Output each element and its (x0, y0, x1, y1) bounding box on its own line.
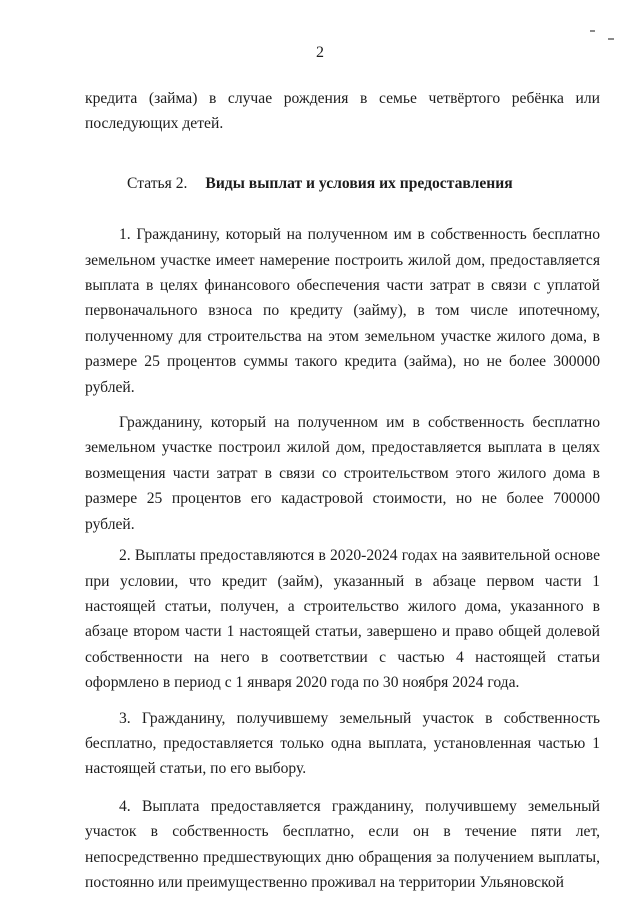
paragraph-5: 4. Выплата предоставляется гражданину, получившему земельный участок в собственность бесплатно, если он в течение пяти лет, непосредственно предшествующих дню обращения за получением выплаты, постоянно или преимущественно проживал на территории Ульяновской (85, 797, 600, 891)
document-body (85, 86, 600, 899)
scan-mark (590, 30, 595, 32)
article-title: Виды выплат и условия их предоставления (205, 174, 513, 192)
article-number: Статья 2. (127, 174, 188, 192)
paragraph-2: Гражданину, который на полученном им в собственность бесплатно земельном участке построил жилой дом, предоставляется выплата в целях возмещения части затрат в связи со строительством этого жилого дома в размере 25 процентов его кадастровой стоимости, но не более 700000 рублей. (85, 414, 600, 533)
paragraph-4: 3. Гражданину, получившему земельный участок в собственность бесплатно, предоставляется только одна выплата, установленная частью 1 настоящей статьи, по его выбору. (85, 709, 600, 778)
scan-mark (608, 38, 614, 40)
page-number: 2 (316, 44, 324, 61)
paragraph-1: 1. Гражданину, который на полученном им в собственность бесплатно земельном участке имеет намерение построить жилой дом, предоставляется выплата в целях финансового обеспечения части затрат в связи с уплатой первоначального взноса по кредиту (займу), в том числе ипотечному, полученному для строительства на этом земельном участке жилого дома, в размере 25 процентов суммы такого кредита (займа), но не более 300000 рублей. (85, 226, 600, 396)
paragraph-3: 2. Выплаты предоставляются в 2020-2024 годах на заявительной основе при условии, что кредит (займ), указанный в абзаце первом части 1 настоящей статьи, получен, а строительство жилого дома, указанного в абзаце втором части 1 настоящей статьи, завершено и право общей долевой собственности на него в соответствии с частью 4 настоящей статьи оформлено в период с 1 января 2020 года по 30 ноября 2024 года. (85, 547, 600, 692)
top-fragment: кредита (займа) в случае рождения в семье четвёртого ребёнка или последующих детей. (85, 90, 600, 133)
article-heading (85, 171, 600, 196)
